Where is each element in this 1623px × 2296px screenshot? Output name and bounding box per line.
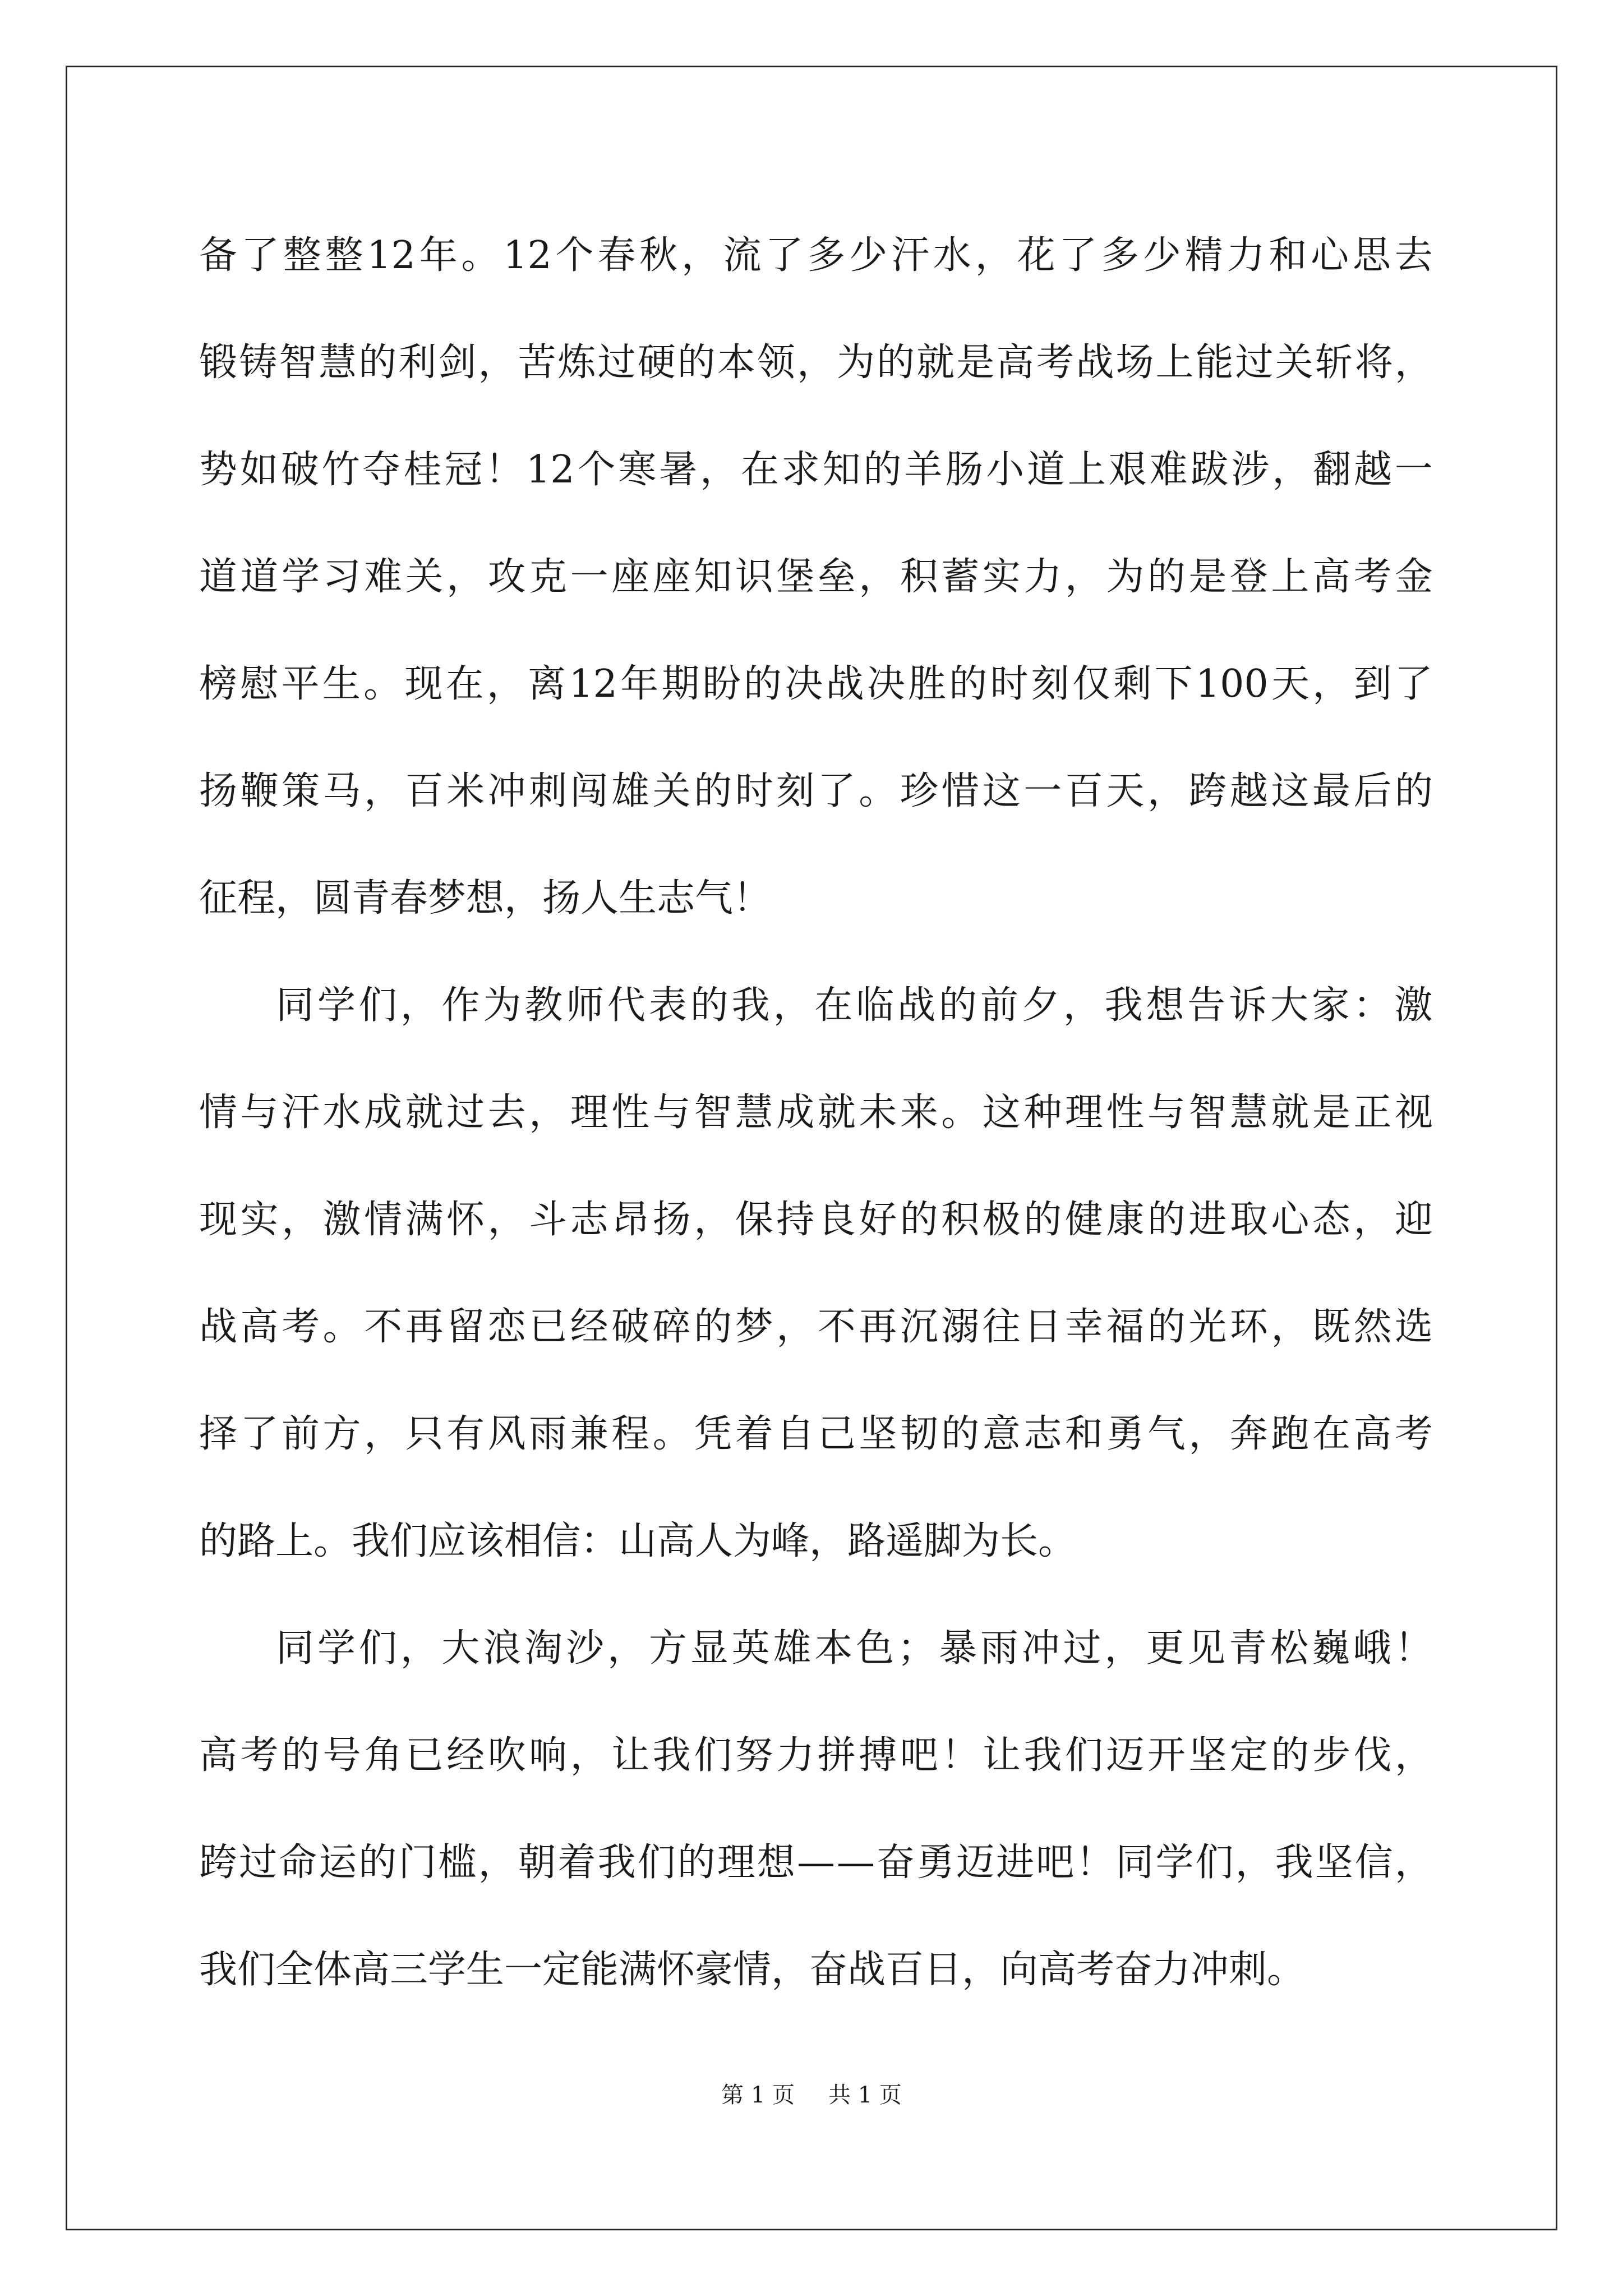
text-line: 战 高 考 。 不 再 留 恋 已 经 破 碎 的 梦 ， 不 再 沉 溺 往 日 幸 福 的 光 环 ， 既 然 选: [199, 1305, 1433, 1349]
paragraph-start-line: 同 学 们 ， 作 为 教 师 代 表 的 我 ， 在 临 战 的 前 夕 ， 我 想 告 诉 大 家 ： 激: [276, 983, 1433, 1028]
text-line: 择 了 前 方 ， 只 有 风 雨 兼 程 。 凭 着 自 己 坚 韧 的 意 志 和 勇 气 ， 奔 跑 在 高 考: [199, 1412, 1433, 1456]
page-total: 共 1 页: [828, 2082, 902, 2108]
text-line: 情 与 汗 水 成 就 过 去 ， 理 性 与 智 慧 成 就 未 来 。 这 种 理 性 与 智 慧 就 是 正 视: [199, 1091, 1433, 1135]
text-line: 扬 鞭 策 马 ， 百 米 冲 刺 闯 雄 关 的 时 刻 了 。 珍 惜 这 一 百 天 ， 跨 越 这 最 后 的: [199, 769, 1433, 813]
text-line: 锻 铸 智 慧 的 利 剑 ， 苦 炼 过 硬 的 本 领 ， 为 的 就 是 高 考 战 场 上 能 过 关 斩 将 ，: [199, 341, 1433, 385]
paragraph-start-line: 同 学 们 ， 大 浪 淘 沙 ， 方 显 英 雄 本 色 ； 暴 雨 冲 过 ， 更 见 青 松 巍 峨 ！: [276, 1626, 1433, 1671]
text-line: 备 了 整 整 12 年 。 12 个 春 秋 ， 流 了 多 少 汗 水 ， 花 了 多 少 精 力 和 心 思 去: [199, 233, 1433, 278]
text-line: 的路上。我们应该相信：山高人为峰，路遥脚为长。: [199, 1519, 1077, 1563]
text-line: 势 如 破 竹 夺 桂 冠 ！ 12 个 寒 暑 ， 在 求 知 的 羊 肠 小 道 上 艰 难 跋 涉 ， 翻 越 一: [199, 448, 1433, 492]
document-body: [199, 202, 1433, 2023]
text-line: 征程，圆青春梦想，扬人生志气！: [199, 876, 772, 921]
text-line: 高 考 的 号 角 已 经 吹 响 ， 让 我 们 努 力 拼 搏 吧 ！ 让 我 们 迈 开 坚 定 的 步 伐 ，: [199, 1733, 1433, 1778]
text-line: 跨 过 命 运 的 门 槛 ， 朝 着 我 们 的 理 想 — — 奋 勇 迈 进 吧 ！ 同 学 们 ， 我 坚 信 ，: [199, 1841, 1433, 1885]
page-footer: [0, 2078, 1623, 2112]
page-number: 第 1 页: [721, 2082, 795, 2108]
text-line: 榜 慰 平 生 。 现 在 ， 离 12 年 期 盼 的 决 战 决 胜 的 时 刻 仅 剩 下 100 天 ， 到 了: [199, 662, 1433, 706]
text-line: 道 道 学 习 难 关 ， 攻 克 一 座 座 知 识 堡 垒 ， 积 蓄 实 力 ， 为 的 是 登 上 高 考 金: [199, 555, 1433, 599]
text-line: 现 实 ， 激 情 满 怀 ， 斗 志 昂 扬 ， 保 持 良 好 的 积 极 的 健 康 的 进 取 心 态 ， 迎: [199, 1198, 1433, 1242]
text-line: 我们全体高三学生一定能满怀豪情，奋战百日，向高考奋力冲刺。: [199, 1948, 1306, 1992]
